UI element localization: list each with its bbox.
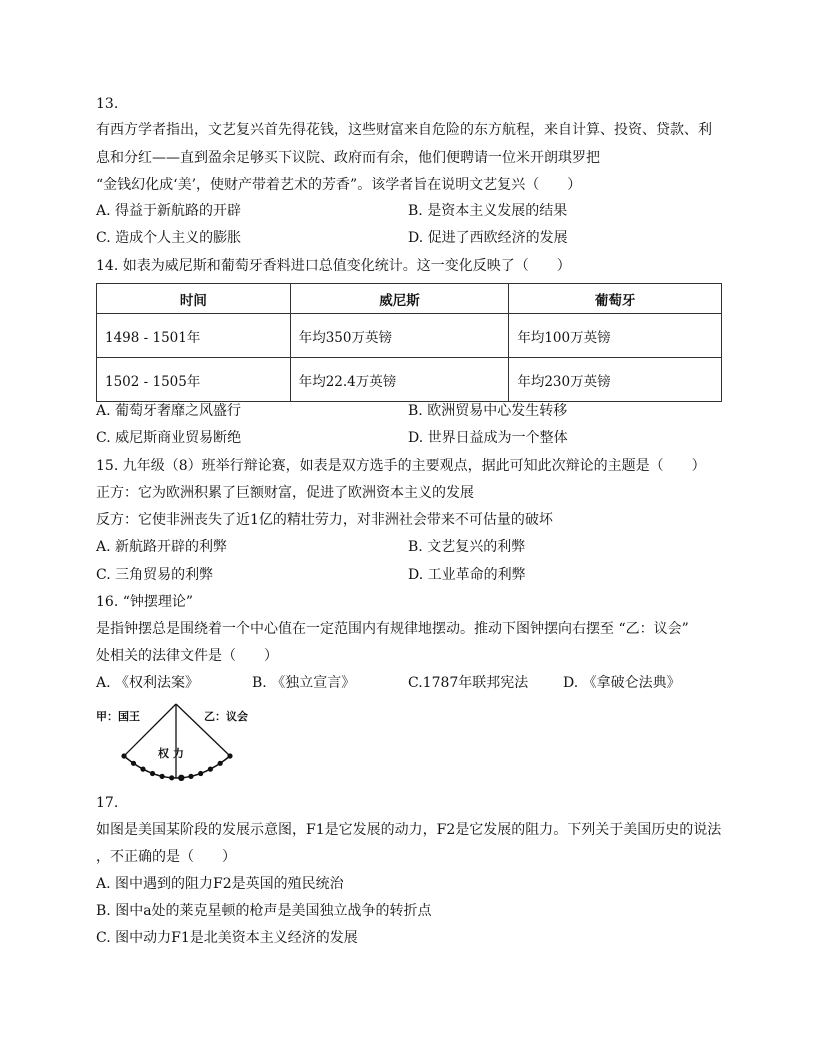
table-cell: 1502 - 1505年 [97,358,291,402]
q14-option-d: D. 世界日益成为一个整体 [408,430,568,446]
q13-stem-line3: “金钱幻化成‘美’，使财产带着艺术的芳香”。该学者旨在说明文艺复兴（ ） [96,177,582,193]
pendulum-right-label: 乙：议会 [204,710,248,723]
pendulum-bead [150,771,155,776]
pendulum-figure [96,702,266,788]
table-header-row [97,284,722,314]
q16-option-c: C.1787年联邦宪法 [408,675,529,691]
q16-option-d: D. 《拿破仑法典》 [563,675,681,691]
header-venice: 威尼斯 [290,284,509,314]
q13-stem-line1: 有西方学者指出，文艺复兴首先得花钱，这些财富来自危险的东方航程，来自计算、投资、贷款、利 [96,122,712,138]
q15-option-a: A. 新航路开辟的利弊 [96,539,228,555]
q17-option-b: B. 图中a处的莱克星顿的枪声是美国独立战争的转折点 [96,903,432,919]
q17-number: 17. [96,795,119,811]
q14-option-c: C. 威尼斯商业贸易断绝 [96,430,242,446]
pendulum-left-label: 甲：国王 [96,710,140,723]
pendulum-bead [131,761,136,766]
pendulum-bead [178,775,184,781]
pendulum-bead [121,753,126,758]
q14-option-a: A. 葡萄牙奢靡之风盛行 [96,403,242,419]
pendulum-bead [140,767,145,772]
q14-spice-table [96,283,722,402]
q17-option-c: C. 图中动力F1是北美资本主义经济的发展 [96,930,358,946]
q17-option-a: A. 图中遇到的阻力F2是英国的殖民统治 [96,876,344,892]
q13-option-a: A. 得益于新航路的开辟 [96,203,242,219]
table-cell: 1498 - 1501年 [97,314,291,358]
q16-stem-line1: 是指钟摆总是围绕着一个中心值在一定范围内有规律地摆动。推动下图钟摆向右摆至 “乙：议会” [96,621,689,637]
q15-pro-view: 正方：它为欧洲积累了巨额财富，促进了欧洲资本主义的发展 [96,485,474,501]
q16-option-a: A. 《权利法案》 [96,675,200,691]
table-cell: 年均22.4万英镑 [290,358,509,402]
pendulum-center-label: 权 力 [158,747,184,760]
q15-option-c: C. 三角贸易的利弊 [96,567,214,583]
q13-option-b: B. 是资本主义发展的结果 [408,203,568,219]
header-time: 时间 [97,284,291,314]
table-cell: 年均100万英镑 [509,314,722,358]
q15-option-d: D. 工业革命的利弊 [408,567,526,583]
pendulum-bead [169,775,174,780]
pendulum-bead [188,774,193,779]
q13-stem-line2: 息和分红——直到盈余足够买下议院、政府而有余，他们便聘请一位米开朗琪罗把 [96,150,600,166]
q13-number: 13. [96,96,119,112]
table-row [97,314,722,358]
pendulum-bead [218,761,223,766]
q16-title: 16. “钟摆理论” [96,594,194,610]
table-cell: 年均350万英镑 [290,314,509,358]
q14-stem: 14. 如表为威尼斯和葡萄牙香料进口总值变化统计。这一变化反映了（ ） [96,258,571,274]
q15-option-b: B. 文艺复兴的利弊 [408,539,526,555]
q13-option-c: C. 造成个人主义的膨胀 [96,230,242,246]
q17-stem-line1: 如图是美国某阶段的发展示意图，F1是它发展的动力，F2是它发展的阻力。下列关于美国历史的说法 [96,822,722,838]
q13-option-d: D. 促进了西欧经济的发展 [408,230,568,246]
q14-option-b: B. 欧洲贸易中心发生转移 [408,403,568,419]
q16-option-b: B. 《独立宣言》 [252,675,356,691]
table-cell: 年均230万英镑 [509,358,722,402]
pendulum-bead [208,767,213,772]
q16-stem-line2: 处相关的法律文件是（ ） [96,648,278,664]
q15-stem: 15. 九年级（8）班举行辩论赛，如表是双方选手的主要观点，据此可知此次辩论的主题是（ ） [96,458,706,474]
pendulum-bead [198,771,203,776]
header-portugal: 葡萄牙 [509,284,722,314]
q17-stem-line2: ，不正确的是（ ） [96,849,236,865]
pendulum-bead [227,753,232,758]
table-row [97,358,722,402]
q15-con-view: 反方：它使非洲丧失了近1亿的精壮劳力，对非洲社会带来不可估量的破坏 [96,512,553,528]
pendulum-bead [160,774,165,779]
